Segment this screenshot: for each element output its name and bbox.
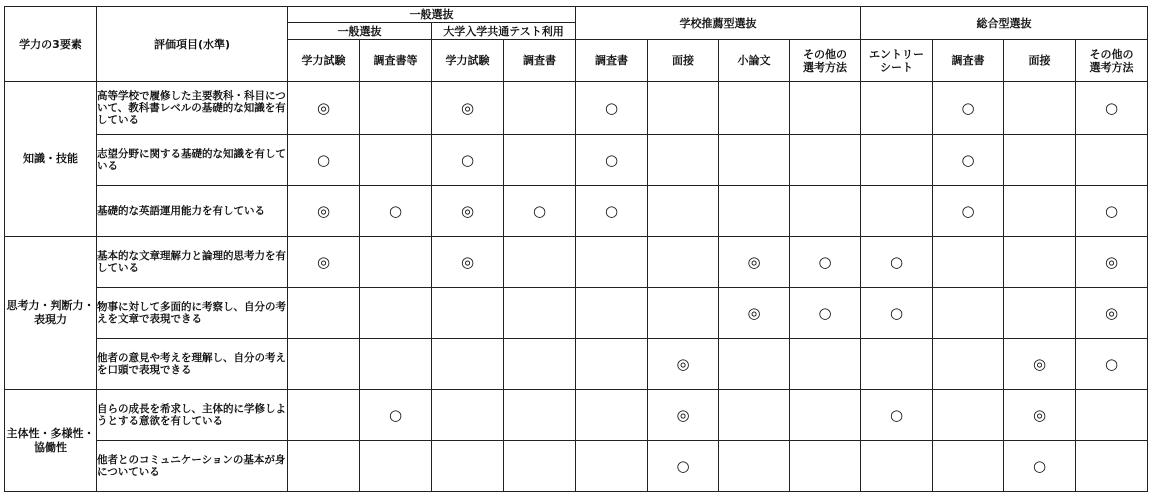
table-body [5, 82, 1148, 492]
mark-cell [360, 135, 432, 186]
header-col: 学力試験 [288, 40, 360, 82]
header-col: 小論文 [719, 40, 790, 82]
mark-cell [576, 339, 648, 390]
mark-cell [360, 288, 432, 339]
mark-cell: ◎ [1004, 339, 1076, 390]
criterion-cell: 志望分野に関する基礎的な知識を有している [97, 135, 288, 186]
mark-cell: ○ [1076, 82, 1148, 135]
mark-cell [576, 390, 648, 441]
mark-cell [288, 288, 360, 339]
header-school-recommendation: 学校推薦型選抜 [576, 7, 861, 40]
mark-cell [933, 441, 1004, 492]
mark-cell: ○ [790, 237, 861, 288]
header-col: 面接 [1004, 40, 1076, 82]
mark-cell: ○ [288, 135, 360, 186]
mark-cell: ○ [861, 288, 933, 339]
header-general-selection: 一般選抜 [288, 7, 576, 23]
mark-cell [504, 82, 576, 135]
mark-cell [648, 82, 719, 135]
mark-cell [933, 288, 1004, 339]
mark-cell [861, 82, 933, 135]
mark-cell [648, 237, 719, 288]
mark-cell: ◎ [719, 237, 790, 288]
mark-cell [1004, 82, 1076, 135]
mark-cell [861, 339, 933, 390]
mark-cell [360, 82, 432, 135]
mark-cell [861, 135, 933, 186]
header-col: 学力試験 [432, 40, 504, 82]
mark-cell: ○ [432, 135, 504, 186]
table-row [5, 339, 1148, 390]
mark-cell: ○ [1076, 186, 1148, 237]
mark-cell [790, 339, 861, 390]
mark-cell [360, 441, 432, 492]
mark-cell: ○ [933, 186, 1004, 237]
mark-cell [1004, 288, 1076, 339]
mark-cell: ○ [576, 82, 648, 135]
table-row [5, 390, 1148, 441]
mark-cell: ◎ [288, 237, 360, 288]
mark-cell [504, 237, 576, 288]
mark-cell: ○ [790, 288, 861, 339]
table-row [5, 441, 1148, 492]
mark-cell [790, 135, 861, 186]
header-col: 調査書 [933, 40, 1004, 82]
admission-criteria-table [4, 6, 1148, 492]
mark-cell [1004, 186, 1076, 237]
mark-cell [576, 237, 648, 288]
mark-cell [504, 339, 576, 390]
mark-cell [933, 339, 1004, 390]
mark-cell [1004, 237, 1076, 288]
mark-cell [360, 339, 432, 390]
mark-cell [1004, 135, 1076, 186]
header-comprehensive-selection: 総合型選抜 [861, 7, 1148, 40]
mark-cell: ○ [648, 441, 719, 492]
mark-cell: ○ [504, 186, 576, 237]
mark-cell [861, 186, 933, 237]
mark-cell: ◎ [432, 237, 504, 288]
mark-cell: ◎ [288, 82, 360, 135]
mark-cell: ◎ [1004, 390, 1076, 441]
criterion-cell: 高等学校で履修した主要教科・科目について、教科書レベルの基礎的な知識を有している [97, 82, 288, 135]
mark-cell [504, 441, 576, 492]
mark-cell: ○ [576, 186, 648, 237]
mark-cell [790, 186, 861, 237]
mark-cell [719, 339, 790, 390]
mark-cell: ◎ [432, 186, 504, 237]
mark-cell [719, 186, 790, 237]
mark-cell: ◎ [288, 186, 360, 237]
mark-cell: ○ [360, 390, 432, 441]
mark-cell [432, 390, 504, 441]
criterion-cell: 他者とのコミュニケーションの基本が身についている [97, 441, 288, 492]
mark-cell [288, 390, 360, 441]
mark-cell [432, 339, 504, 390]
mark-cell [576, 288, 648, 339]
table-row [5, 186, 1148, 237]
header-common-test: 大学入学共通テスト利用 [432, 23, 576, 40]
criterion-cell: 基礎的な英語運用能力を有している [97, 186, 288, 237]
table-row [5, 135, 1148, 186]
mark-cell [790, 82, 861, 135]
mark-cell [719, 135, 790, 186]
mark-cell: ◎ [1076, 237, 1148, 288]
criterion-cell: 物事に対して多面的に考察し、自分の考えを文章で表現できる [97, 288, 288, 339]
header-col: 調査書等 [360, 40, 432, 82]
criterion-cell: 他者の意見や考えを理解し、自分の考えを口頭で表現できる [97, 339, 288, 390]
header-criteria: 評価項目(水準) [97, 7, 288, 82]
mark-cell: ◎ [432, 82, 504, 135]
table-row [5, 237, 1148, 288]
mark-cell [504, 288, 576, 339]
criterion-cell: 基本的な文章理解力と論理的思考力を有している [97, 237, 288, 288]
mark-cell [790, 441, 861, 492]
mark-cell [719, 82, 790, 135]
mark-cell [933, 390, 1004, 441]
header-col: その他の 選考方法 [790, 40, 861, 82]
header-col: 調査書 [576, 40, 648, 82]
mark-cell: ◎ [719, 288, 790, 339]
mark-cell [790, 390, 861, 441]
mark-cell [719, 390, 790, 441]
table-row [5, 82, 1148, 135]
pillar-initiative: 主体性・多様性・ 協働性 [5, 390, 97, 492]
mark-cell [1076, 390, 1148, 441]
mark-cell: ○ [576, 135, 648, 186]
mark-cell [504, 135, 576, 186]
mark-cell: ○ [360, 186, 432, 237]
pillar-knowledge: 知識・技能 [5, 82, 97, 237]
mark-cell [288, 441, 360, 492]
mark-cell [719, 441, 790, 492]
mark-cell [933, 237, 1004, 288]
mark-cell: ◎ [648, 390, 719, 441]
mark-cell [576, 441, 648, 492]
mark-cell [288, 339, 360, 390]
mark-cell [1076, 135, 1148, 186]
mark-cell [648, 186, 719, 237]
mark-cell: ○ [933, 135, 1004, 186]
mark-cell [432, 441, 504, 492]
mark-cell: ○ [861, 390, 933, 441]
mark-cell: ◎ [648, 339, 719, 390]
mark-cell [1076, 441, 1148, 492]
mark-cell [432, 288, 504, 339]
mark-cell [648, 135, 719, 186]
criterion-cell: 自らの成長を希求し、主体的に学修しようとする意欲を有している [97, 390, 288, 441]
mark-cell [861, 441, 933, 492]
mark-cell: ○ [1076, 339, 1148, 390]
header-pillar: 学力の3要素 [5, 7, 97, 82]
mark-cell [360, 237, 432, 288]
pillar-thinking: 思考力・判断力・ 表現力 [5, 237, 97, 390]
mark-cell: ◎ [1076, 288, 1148, 339]
table-row [5, 288, 1148, 339]
mark-cell: ○ [1004, 441, 1076, 492]
mark-cell: ○ [861, 237, 933, 288]
mark-cell: ○ [933, 82, 1004, 135]
header-general-sub: 一般選抜 [288, 23, 432, 40]
mark-cell [648, 288, 719, 339]
header-col: 面接 [648, 40, 719, 82]
header-col: その他の 選考方法 [1076, 40, 1148, 82]
mark-cell [504, 390, 576, 441]
header-col: エントリー シート [861, 40, 933, 82]
header-col: 調査書 [504, 40, 576, 82]
